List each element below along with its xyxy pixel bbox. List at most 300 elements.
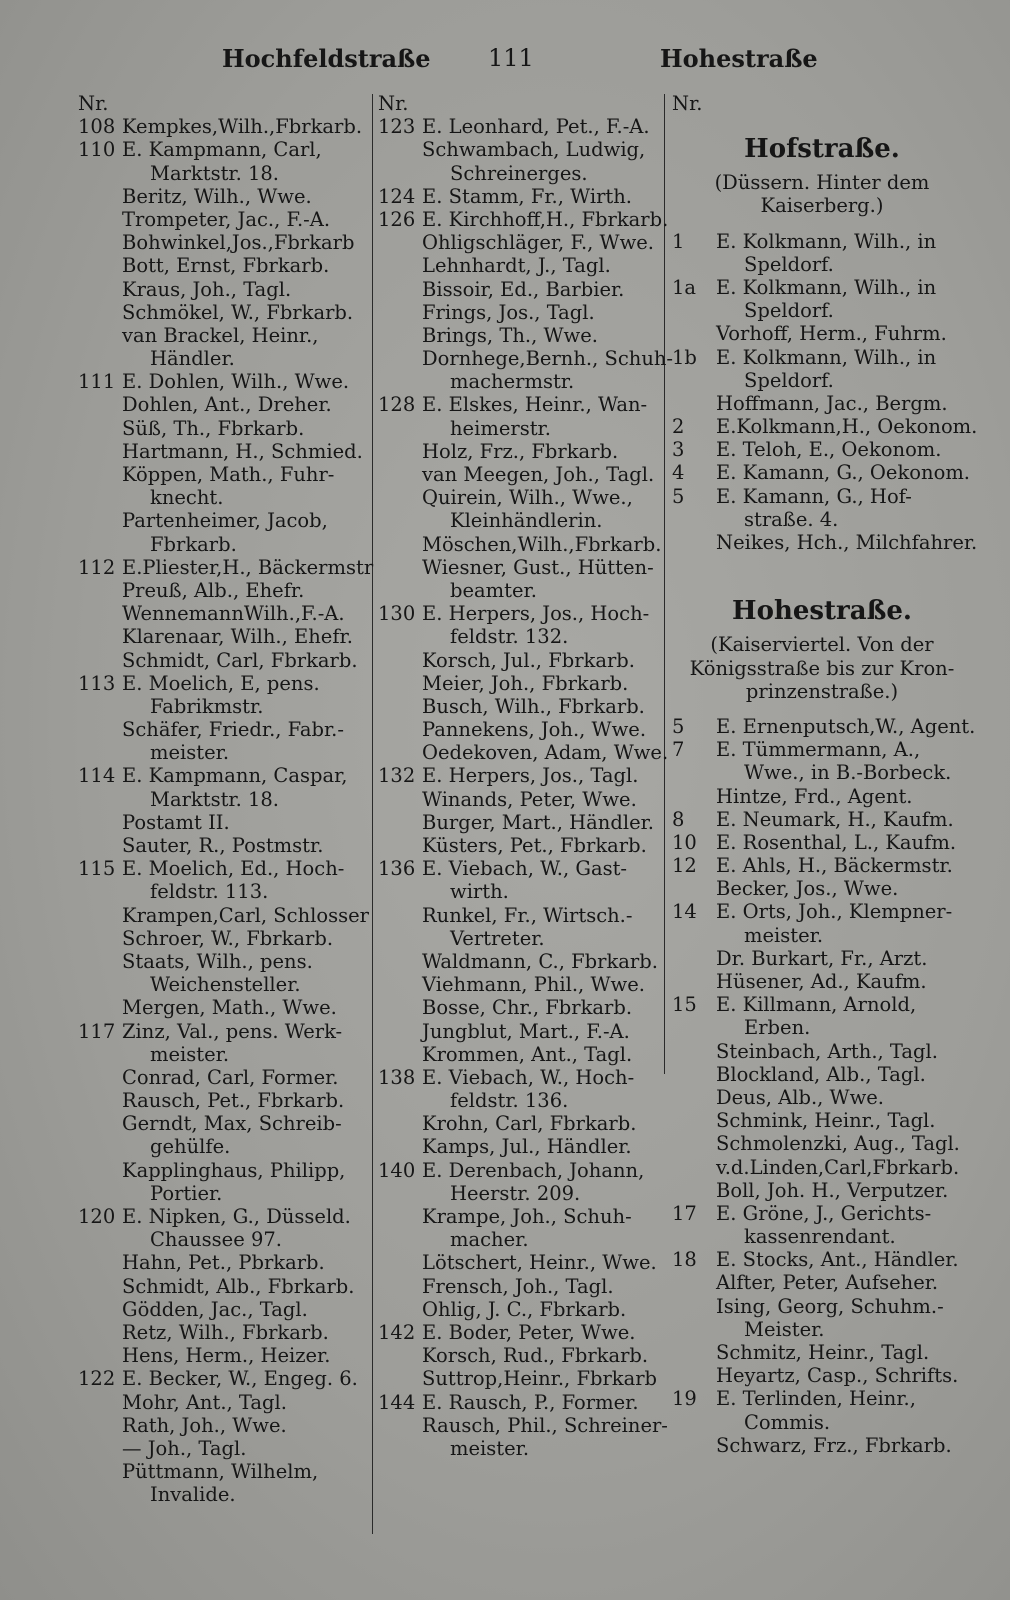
house-number: 2: [672, 415, 685, 439]
directory-line: [78, 1205, 370, 1228]
entry-text: Marktstr. 18.: [150, 787, 279, 811]
entry-text: Commis.: [744, 1410, 831, 1434]
entry-text: E. Ernenputsch,W., Agent.: [716, 714, 976, 738]
entry-text: Viehmann, Phil., Wwe.: [422, 973, 645, 997]
entry-text: knecht.: [150, 486, 224, 510]
entry-text: Mergen, Math., Wwe.: [122, 996, 337, 1020]
entry-text: Holz, Frz., Fbrkarb.: [422, 439, 619, 463]
directory-line: [78, 1135, 370, 1158]
directory-line: [78, 811, 370, 834]
directory-line: [378, 278, 660, 301]
directory-line: [378, 207, 669, 231]
entry-text: E. Kolkmann, Wilh., in: [716, 229, 937, 253]
directory-line: [672, 808, 972, 831]
directory-line: [672, 276, 972, 299]
directory-line: [672, 253, 972, 276]
entry-text: Hahn, Pet., Pbrkarb.: [122, 1251, 325, 1275]
entry-text: v.d.Linden,Carl,Fbrkarb.: [716, 1155, 960, 1179]
entry-text: Schmolenzki, Aug., Tagl.: [716, 1132, 960, 1156]
entry-text: E. Kamann, G., Oekonom.: [716, 461, 971, 485]
directory-line: [378, 370, 660, 393]
directory-line: [378, 1367, 660, 1390]
directory-line: [78, 185, 370, 208]
directory-line: [672, 461, 972, 484]
section-desc-line: Kaiserberg.): [760, 194, 884, 218]
directory-line: [78, 301, 370, 324]
directory-line: [78, 440, 370, 463]
entry-text: Frings, Jos., Tagl.: [422, 300, 595, 324]
house-number: 111: [78, 370, 116, 394]
entry-text: Retz, Wilh., Fbrkarb.: [122, 1320, 329, 1344]
entry-text: E. Leonhard, Pet., F.-A.: [422, 115, 650, 139]
directory-line: [78, 1089, 370, 1112]
entry-text: E. Viebach, W., Hoch-: [422, 1065, 635, 1089]
directory-line: [378, 509, 660, 532]
directory-line: [378, 138, 660, 161]
entry-text: E. Terlinden, Heinr.,: [716, 1387, 916, 1411]
entry-text: meister.: [150, 741, 230, 765]
column-2-entries: [378, 115, 674, 1460]
directory-line: [378, 788, 660, 811]
directory-line: [378, 463, 660, 486]
directory-line: [672, 738, 972, 761]
entry-text: Schmidt, Carl, Fbrkarb.: [122, 648, 358, 672]
directory-line: [378, 393, 660, 416]
entry-text: Schmink, Heinr., Tagl.: [716, 1109, 936, 1133]
directory-line: [78, 254, 370, 277]
entry-text: meister.: [450, 1436, 530, 1460]
directory-line: [672, 230, 972, 253]
directory-line: [378, 1089, 660, 1112]
entry-text: Winands, Peter, Wwe.: [422, 787, 637, 811]
entry-text: straße. 4.: [744, 507, 839, 531]
entry-text: Hoffmann, Jac., Bergm.: [716, 391, 948, 415]
directory-line: [672, 1341, 972, 1364]
entry-text: Mohr, Ant., Tagl.: [122, 1390, 287, 1414]
entry-text: E. Orts, Joh., Klempner-: [716, 900, 953, 924]
directory-line: [78, 764, 370, 787]
directory-line: [672, 438, 972, 461]
directory-line: [78, 347, 370, 370]
directory-line: [378, 764, 660, 787]
directory-line: [78, 950, 370, 973]
directory-line: [78, 417, 370, 440]
entry-text: gehülfe.: [150, 1135, 231, 1159]
entry-text: E. Tümmermann, A.,: [716, 738, 921, 762]
directory-line: [378, 1321, 660, 1344]
entry-text: Kempkes,Wilh.,Fbrkarb.: [122, 115, 363, 139]
entry-text: macher.: [450, 1228, 529, 1252]
house-number: 5: [672, 484, 685, 508]
entry-text: Portier.: [150, 1181, 223, 1205]
house-number: 122: [78, 1367, 116, 1391]
directory-line: [378, 1043, 660, 1066]
entry-text: Ising, Georg, Schuhm.-: [716, 1294, 944, 1318]
directory-line: [378, 486, 660, 509]
entry-text: E. Moelich, Ed., Hoch-: [122, 857, 345, 881]
entry-text: Preuß, Alb., Ehefr.: [122, 578, 305, 602]
entry-text: Dohlen, Ant., Dreher.: [122, 393, 332, 417]
directory-line: [378, 347, 674, 371]
directory-line: [78, 718, 370, 741]
entry-text: Chaussee 97.: [150, 1228, 282, 1252]
directory-line: [672, 1016, 972, 1039]
directory-line: [672, 1411, 972, 1434]
hohestrasse-entries: [672, 714, 976, 1457]
house-number: 132: [378, 764, 416, 788]
entry-text: Schwarz, Frz., Fbrkarb.: [716, 1433, 952, 1457]
directory-line: [378, 718, 660, 741]
entry-text: Marktstr. 18.: [150, 161, 279, 185]
entry-text: Bissoir, Ed., Barbier.: [422, 277, 625, 301]
directory-line: [78, 1228, 370, 1251]
entry-text: meister.: [744, 923, 824, 947]
directory-line: [672, 531, 978, 554]
entry-text: Schmidt, Alb., Fbrkarb.: [122, 1274, 355, 1298]
directory-line: [672, 1271, 972, 1294]
directory-line: [378, 1112, 660, 1135]
section-desc-line: (Düssern. Hinter dem: [714, 171, 930, 195]
page-number: 111: [488, 44, 534, 72]
entry-text: Steinbach, Arth., Tagl.: [716, 1039, 938, 1063]
directory-line: [78, 1298, 370, 1321]
entry-text: Burger, Mart., Händler.: [422, 810, 654, 834]
section-desc-line: prinzenstraße.): [745, 679, 899, 703]
directory-line: [78, 1483, 370, 1506]
section-title-hohestrasse: Hohestraße.: [732, 596, 912, 627]
entry-text: Hintze, Frd., Agent.: [716, 784, 913, 808]
entry-text: E. Kamann, G., Hof-: [716, 484, 912, 508]
entry-text: Kapplinghaus, Philipp,: [122, 1158, 346, 1182]
directory-line: [78, 486, 370, 509]
directory-line: [78, 162, 370, 185]
entry-text: Lötschert, Heinr., Wwe.: [422, 1251, 657, 1275]
directory-line: [378, 625, 660, 648]
house-number: 113: [78, 671, 116, 695]
header-right-street: Hohestraße: [660, 44, 818, 73]
entry-text: E. Boder, Peter, Wwe.: [422, 1320, 636, 1344]
directory-line: [672, 415, 978, 439]
entry-text: E. Stamm, Fr., Wirth.: [422, 184, 632, 208]
entry-text: Bosse, Chr., Fbrkarb.: [422, 996, 633, 1020]
directory-line: [378, 533, 660, 556]
entry-text: Ohlig, J. C., Fbrkarb.: [422, 1297, 627, 1321]
directory-line: [378, 1135, 660, 1158]
directory-line: [672, 1364, 972, 1387]
entry-text: E. Derenbach, Johann,: [422, 1158, 645, 1182]
house-number: 120: [78, 1205, 116, 1228]
directory-line: [378, 973, 660, 996]
house-number: 3: [672, 438, 685, 462]
section-desc-line: Königsstraße bis zur Kron-: [689, 656, 955, 680]
directory-line: [672, 785, 972, 808]
entry-text: feldstr. 132.: [450, 625, 569, 649]
entry-text: Rausch, Pet., Fbrkarb.: [122, 1089, 345, 1113]
directory-line: [78, 1414, 370, 1437]
entry-text: E. Rosenthal, L., Kaufm.: [716, 830, 957, 854]
entry-text: Gödden, Jac., Tagl.: [122, 1297, 308, 1321]
entry-text: Jungblut, Mart., F.-A.: [422, 1019, 630, 1043]
column-3: [672, 92, 978, 1457]
directory-line: [672, 1225, 972, 1248]
entry-text: Korsch, Rud., Fbrkarb.: [422, 1344, 649, 1368]
entry-text: Schmökel, W., Fbrkarb.: [122, 300, 354, 324]
directory-line: [672, 1156, 972, 1179]
entry-text: Heerstr. 209.: [450, 1181, 581, 1205]
house-number: 128: [378, 393, 416, 417]
entry-text: machermstr.: [450, 370, 575, 394]
directory-line: [378, 904, 660, 927]
directory-line: [672, 970, 972, 993]
house-number: 140: [378, 1158, 416, 1182]
directory-line: [672, 877, 972, 900]
entry-text: Schmitz, Heinr., Tagl.: [716, 1341, 930, 1364]
directory-line: [78, 788, 370, 811]
directory-line: [672, 485, 972, 508]
directory-line: [378, 1275, 660, 1298]
directory-line: [378, 811, 660, 834]
directory-line: [78, 1344, 370, 1367]
directory-line: [78, 1066, 370, 1089]
house-number: 10: [672, 830, 697, 854]
directory-line: [78, 1321, 370, 1344]
house-number: 8: [672, 807, 685, 831]
entry-text: E. Kampmann, Carl,: [122, 138, 322, 162]
directory-line: [78, 625, 370, 648]
house-number: 15: [672, 993, 697, 1017]
directory-line: [378, 880, 660, 903]
entry-text: Speldorf.: [744, 252, 834, 276]
entry-text: Bohwinkel,Jos.,Fbrkarb: [122, 231, 355, 255]
entry-text: Händler.: [150, 347, 235, 371]
entry-text: Kamps, Jul., Händler.: [422, 1135, 632, 1159]
entry-text: kassenrendant.: [744, 1225, 896, 1249]
directory-line: [78, 834, 370, 857]
directory-line: [378, 996, 660, 1019]
house-number: 108: [78, 115, 116, 139]
directory-line: [378, 417, 660, 440]
directory-line: [378, 1182, 660, 1205]
directory-line: [378, 649, 660, 672]
directory-line: [672, 900, 972, 923]
entry-text: E. Kolkmann, Wilh., in: [716, 275, 937, 299]
entry-text: Vertreter.: [450, 926, 545, 950]
entry-text: Fbrkarb.: [150, 532, 237, 556]
entry-text: Püttmann, Wilhelm,: [122, 1460, 319, 1484]
entry-text: E. Moelich, E, pens.: [122, 671, 320, 695]
directory-line: [672, 1202, 972, 1225]
directory-line: [78, 1043, 370, 1066]
directory-line: [672, 924, 972, 947]
entry-text: Fabrikmstr.: [150, 694, 264, 718]
entry-text: Hüsener, Ad., Kaufm.: [716, 970, 927, 993]
directory-line: [672, 346, 972, 369]
entry-text: Klarenaar, Wilh., Ehefr.: [122, 625, 353, 649]
directory-line: [78, 649, 370, 672]
entry-text: Bott, Ernst, Fbrkarb.: [122, 254, 330, 278]
directory-line: [78, 996, 370, 1019]
entry-text: E. Ahls, H., Bäckermstr.: [716, 854, 953, 878]
entry-text: beamter.: [450, 578, 537, 602]
entry-text: E. Elskes, Heinr., Wan-: [422, 393, 648, 417]
entry-text: Oedekoven, Adam, Wwe.: [422, 741, 669, 765]
house-number: 112: [78, 555, 116, 579]
entry-text: Korsch, Jul., Fbrkarb.: [422, 648, 635, 672]
entry-text: Runkel, Fr., Wirtsch.-: [422, 903, 633, 927]
directory-line: [672, 854, 972, 877]
entry-text: Trompeter, Jac., F.-A.: [122, 207, 331, 231]
directory-line: [672, 947, 972, 970]
entry-text: Waldmann, C., Fbrkarb.: [422, 949, 658, 973]
entry-text: — Joh., Tagl.: [122, 1436, 247, 1460]
directory-line: [378, 254, 660, 277]
house-number: 19: [672, 1387, 697, 1411]
entry-text: van Meegen, Joh., Tagl.: [422, 463, 655, 486]
directory-line: [378, 1437, 660, 1460]
entry-text: Weichensteller.: [150, 973, 301, 997]
entry-text: Erben.: [744, 1016, 811, 1040]
column-2: [378, 92, 674, 1460]
directory-line: [378, 579, 660, 602]
directory-line: [78, 278, 370, 301]
directory-line: [378, 1251, 660, 1274]
house-number: 12: [672, 854, 697, 878]
entry-text: Zinz, Val., pens. Werk-: [122, 1019, 343, 1043]
directory-line: [378, 602, 660, 625]
entry-text: Busch, Wilh., Fbrkarb.: [422, 694, 645, 718]
entry-text: heimerstr.: [450, 416, 551, 440]
directory-line: [78, 973, 370, 996]
entry-text: E. Rausch, P., Former.: [422, 1390, 639, 1414]
directory-line: [78, 1437, 370, 1460]
column-1: [78, 92, 374, 1507]
directory-line: [78, 1112, 370, 1135]
entry-text: E. Kirchhoff,H., Fbrkarb.: [422, 207, 669, 231]
directory-line: [672, 1086, 972, 1109]
directory-line: [378, 1066, 660, 1089]
entry-text: E. Neumark, H., Kaufm.: [716, 807, 954, 831]
house-number: 144: [378, 1390, 416, 1414]
house-number: 138: [378, 1065, 416, 1089]
directory-line: [378, 1205, 660, 1228]
entry-text: feldstr. 113.: [150, 880, 269, 904]
entry-text: E. Dohlen, Wilh., Wwe.: [122, 370, 350, 394]
house-number: 123: [378, 115, 416, 139]
entry-text: Meier, Joh., Fbrkarb.: [422, 671, 629, 695]
house-number: 126: [378, 207, 416, 231]
house-number: 117: [78, 1019, 116, 1043]
house-number: 1: [672, 229, 685, 253]
directory-line: [78, 115, 370, 138]
entry-text: Dornhege,Bernh., Schuh-: [422, 347, 674, 371]
directory-line: [378, 1344, 660, 1367]
entry-text: E. Killmann, Arnold,: [716, 993, 917, 1017]
entry-text: Rath, Joh., Wwe.: [122, 1413, 287, 1437]
entry-text: Pannekens, Joh., Wwe.: [422, 718, 647, 742]
entry-text: Neikes, Hch., Milchfahrer.: [716, 531, 978, 554]
directory-line: [378, 231, 660, 254]
directory-line: [672, 1040, 972, 1063]
directory-line: [78, 208, 370, 231]
directory-line: [378, 834, 660, 857]
directory-line: [672, 322, 972, 345]
house-number: 115: [78, 857, 116, 881]
directory-line: [78, 1251, 370, 1274]
entry-text: E. Herpers, Jos., Hoch-: [422, 602, 650, 626]
entry-text: Frensch, Joh., Tagl.: [422, 1274, 614, 1298]
directory-line: [378, 115, 660, 138]
directory-line: [378, 301, 660, 324]
directory-line: [378, 1391, 660, 1414]
directory-line: [78, 1275, 370, 1298]
directory-line: [672, 1179, 972, 1202]
header-left-street: Hochfeldstraße: [222, 44, 431, 73]
nr-label: Nr.: [378, 92, 409, 115]
entry-text: Partenheimer, Jacob,: [122, 509, 328, 533]
house-number: 136: [378, 857, 416, 881]
house-number: 1a: [672, 275, 697, 299]
directory-line: [378, 1159, 660, 1182]
section-desc-line: (Kaiserviertel. Von der: [710, 633, 934, 657]
directory-line: [378, 695, 660, 718]
entry-text: Hartmann, H., Schmied.: [122, 439, 363, 463]
directory-line: [378, 1020, 660, 1043]
entry-text: Schäfer, Friedr., Fabr.-: [122, 718, 344, 742]
directory-line: [672, 508, 972, 531]
entry-text: Boll, Joh. H., Verputzer.: [716, 1178, 949, 1202]
entry-text: Speldorf.: [744, 299, 834, 323]
house-number: 18: [672, 1248, 697, 1272]
entry-text: Wiesner, Gust., Hütten-: [422, 555, 654, 579]
directory-line: [78, 602, 370, 625]
directory-line: [378, 857, 660, 880]
directory-line: [672, 299, 972, 322]
directory-line: [78, 138, 370, 161]
entry-text: E. Stocks, Ant., Händler.: [716, 1248, 959, 1272]
directory-line: [378, 440, 660, 463]
house-number: 5: [672, 714, 685, 738]
directory-line: [672, 369, 972, 392]
entry-text: Schroer, W., Fbrkarb.: [122, 926, 334, 950]
directory-line: [78, 579, 370, 602]
directory-line: [672, 1109, 972, 1132]
entry-text: meister.: [150, 1042, 230, 1066]
entry-text: Blockland, Alb., Tagl.: [716, 1062, 926, 1086]
entry-text: E.Pliester,H., Bäckermstr: [122, 555, 374, 579]
directory-line: [78, 1460, 370, 1483]
directory-line: [672, 831, 972, 854]
entry-text: Schwambach, Ludwig,: [422, 138, 646, 162]
directory-line: [672, 1295, 972, 1318]
directory-line: [378, 1298, 660, 1321]
directory-line: [378, 741, 669, 765]
directory-line: [378, 672, 660, 695]
directory-line: [78, 1391, 370, 1414]
entry-text: Köppen, Math., Fuhr-: [122, 463, 335, 486]
entry-text: Süß, Th., Fbrkarb.: [122, 416, 305, 440]
house-number: 1b: [672, 345, 697, 369]
page-header: [0, 44, 1010, 84]
entry-text: Conrad, Carl, Former.: [122, 1065, 339, 1089]
entry-text: feldstr. 136.: [450, 1089, 569, 1113]
entry-text: Möschen,Wilh.,Fbrkarb.: [422, 532, 662, 556]
directory-line: [378, 324, 660, 347]
entry-text: Becker, Jos., Wwe.: [716, 877, 899, 901]
entry-text: E. Kolkmann, Wilh., in: [716, 345, 937, 369]
house-number: 142: [378, 1320, 416, 1344]
column-1-entries: [78, 115, 374, 1507]
directory-line: [78, 1182, 370, 1205]
